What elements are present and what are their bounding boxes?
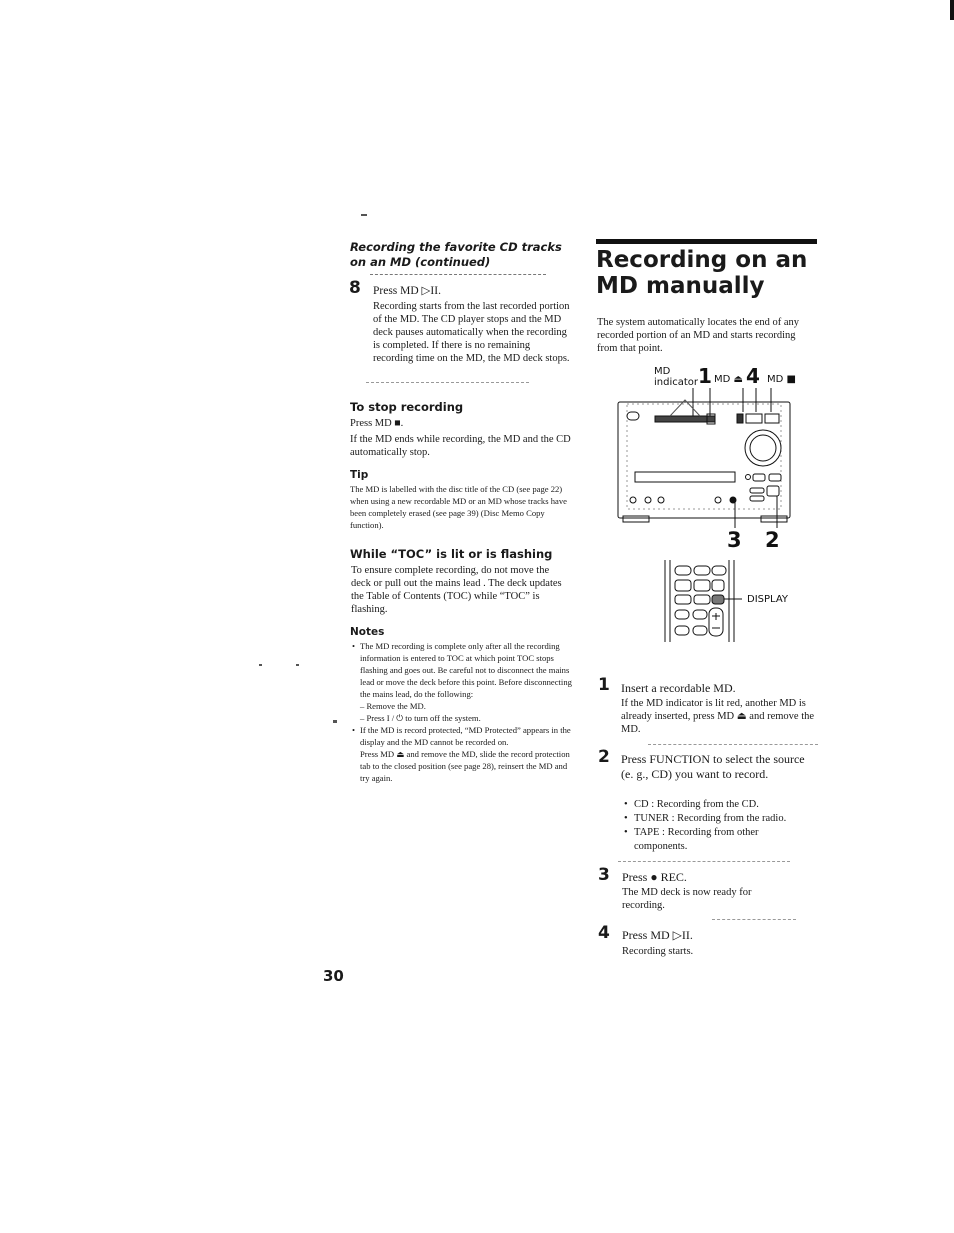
note-item <box>351 640 573 724</box>
step-title: Press MD ▷II. <box>373 285 441 297</box>
label-md: MD <box>654 366 671 377</box>
page-number: 30 <box>323 967 344 985</box>
step-number: 1 <box>598 675 610 695</box>
label-md-eject: MD ⏏ <box>714 374 743 385</box>
divider <box>618 861 790 862</box>
step-body: The MD deck is now ready for recording. <box>622 887 752 911</box>
deck-illustration <box>615 388 795 528</box>
toc-heading: While “TOC” is lit or is flashing <box>350 547 553 561</box>
step-body: Recording starts from the last recorded portion of the MD. The CD player stops and the MD deck pauses automatically when the recording is completed. If there is no remaining recording time on the MD, the MD deck stops. <box>373 301 570 364</box>
stop-text: Press MD ■. <box>350 418 404 429</box>
divider <box>370 274 546 275</box>
scan-mark <box>361 214 367 216</box>
label-display: DISPLAY <box>747 594 789 605</box>
label-indicator: indicator <box>654 377 699 388</box>
source-list <box>622 798 812 854</box>
stop-heading: To stop recording <box>350 400 464 414</box>
step-title: Press MD ▷II. <box>622 928 693 942</box>
step-number: 8 <box>349 278 361 298</box>
note-continuation: Press MD ⏏ and remove the MD, slide the record protection tab to the closed position (see page 28), reinsert the MD and try again. <box>360 749 570 783</box>
tip-heading: Tip <box>350 469 369 481</box>
scan-mark <box>296 664 299 666</box>
source-item: • TAPE : Recording from other components. <box>622 826 812 854</box>
note-substep: – Remove the MD. <box>360 701 426 711</box>
stop-note: If the MD ends while recording, the MD and the CD automatically stop. <box>350 434 571 458</box>
callout-2: 2 <box>765 528 780 552</box>
section-heading: Recording the favorite CD tracks on an MD (continued) <box>350 240 562 269</box>
tip-text: The MD is labelled with the disc title of the CD (see page 22) when using a new recordable MD or an MD whose tracks have been completely erased (see page 39) (Disc Memo Copy function). <box>350 484 567 530</box>
step-number: 4 <box>598 923 610 943</box>
step-title: Press FUNCTION to select the source (e. g., CD) you want to record. <box>621 752 805 781</box>
step-title: Insert a recordable MD. <box>621 681 736 695</box>
page-title <box>596 247 807 299</box>
step-title: Press ● REC. <box>622 870 687 884</box>
page-title-line: MD manually <box>596 273 765 299</box>
source-item: • TUNER : Recording from the radio. <box>622 812 812 826</box>
page-title-line: Recording on an <box>596 247 808 273</box>
step-body: If the MD indicator is lit red, another MD is already inserted, press MD ⏏ and remove the MD. <box>621 698 815 735</box>
step-body: Recording starts. <box>622 946 694 957</box>
note-substep: – Press I / ⏻ to turn off the system. <box>360 713 481 723</box>
intro-text: The system automatically locates the end of any recorded portion of an MD and starts recording from that point. <box>597 317 800 354</box>
notes-heading: Notes <box>350 626 385 638</box>
note-item <box>351 724 573 784</box>
title-rule <box>596 239 817 244</box>
scan-mark <box>259 664 262 666</box>
callout-1: 1 <box>698 364 712 388</box>
scan-mark <box>950 0 954 20</box>
divider <box>648 744 818 745</box>
scan-mark <box>333 720 337 723</box>
divider <box>712 919 796 920</box>
source-item: • CD : Recording from the CD. <box>622 798 812 812</box>
notes-list <box>351 640 573 784</box>
note-text: If the MD is record protected, “MD Protected” appears in the display and the MD cannot be recorded on. <box>360 725 571 747</box>
toc-text: To ensure complete recording, do not move the deck or pull out the mains lead . The deck updates the Table of Contents (TOC) while “TOC” is flashing. <box>351 565 562 615</box>
step-number: 3 <box>598 865 610 885</box>
note-text: The MD recording is complete only after all the recording information is entered to TOC at which point TOC stops flashing and goes out. Be careful not to disconnect the mains lead or move the deck before this point. Before disconnecting the mains lead, do the following: <box>360 641 572 699</box>
callout-4: 4 <box>746 364 760 388</box>
label-md-stop: MD ■ <box>767 374 796 385</box>
divider <box>366 382 529 383</box>
callout-3: 3 <box>727 528 742 552</box>
remote-illustration <box>662 558 742 646</box>
step-number: 2 <box>598 747 610 767</box>
